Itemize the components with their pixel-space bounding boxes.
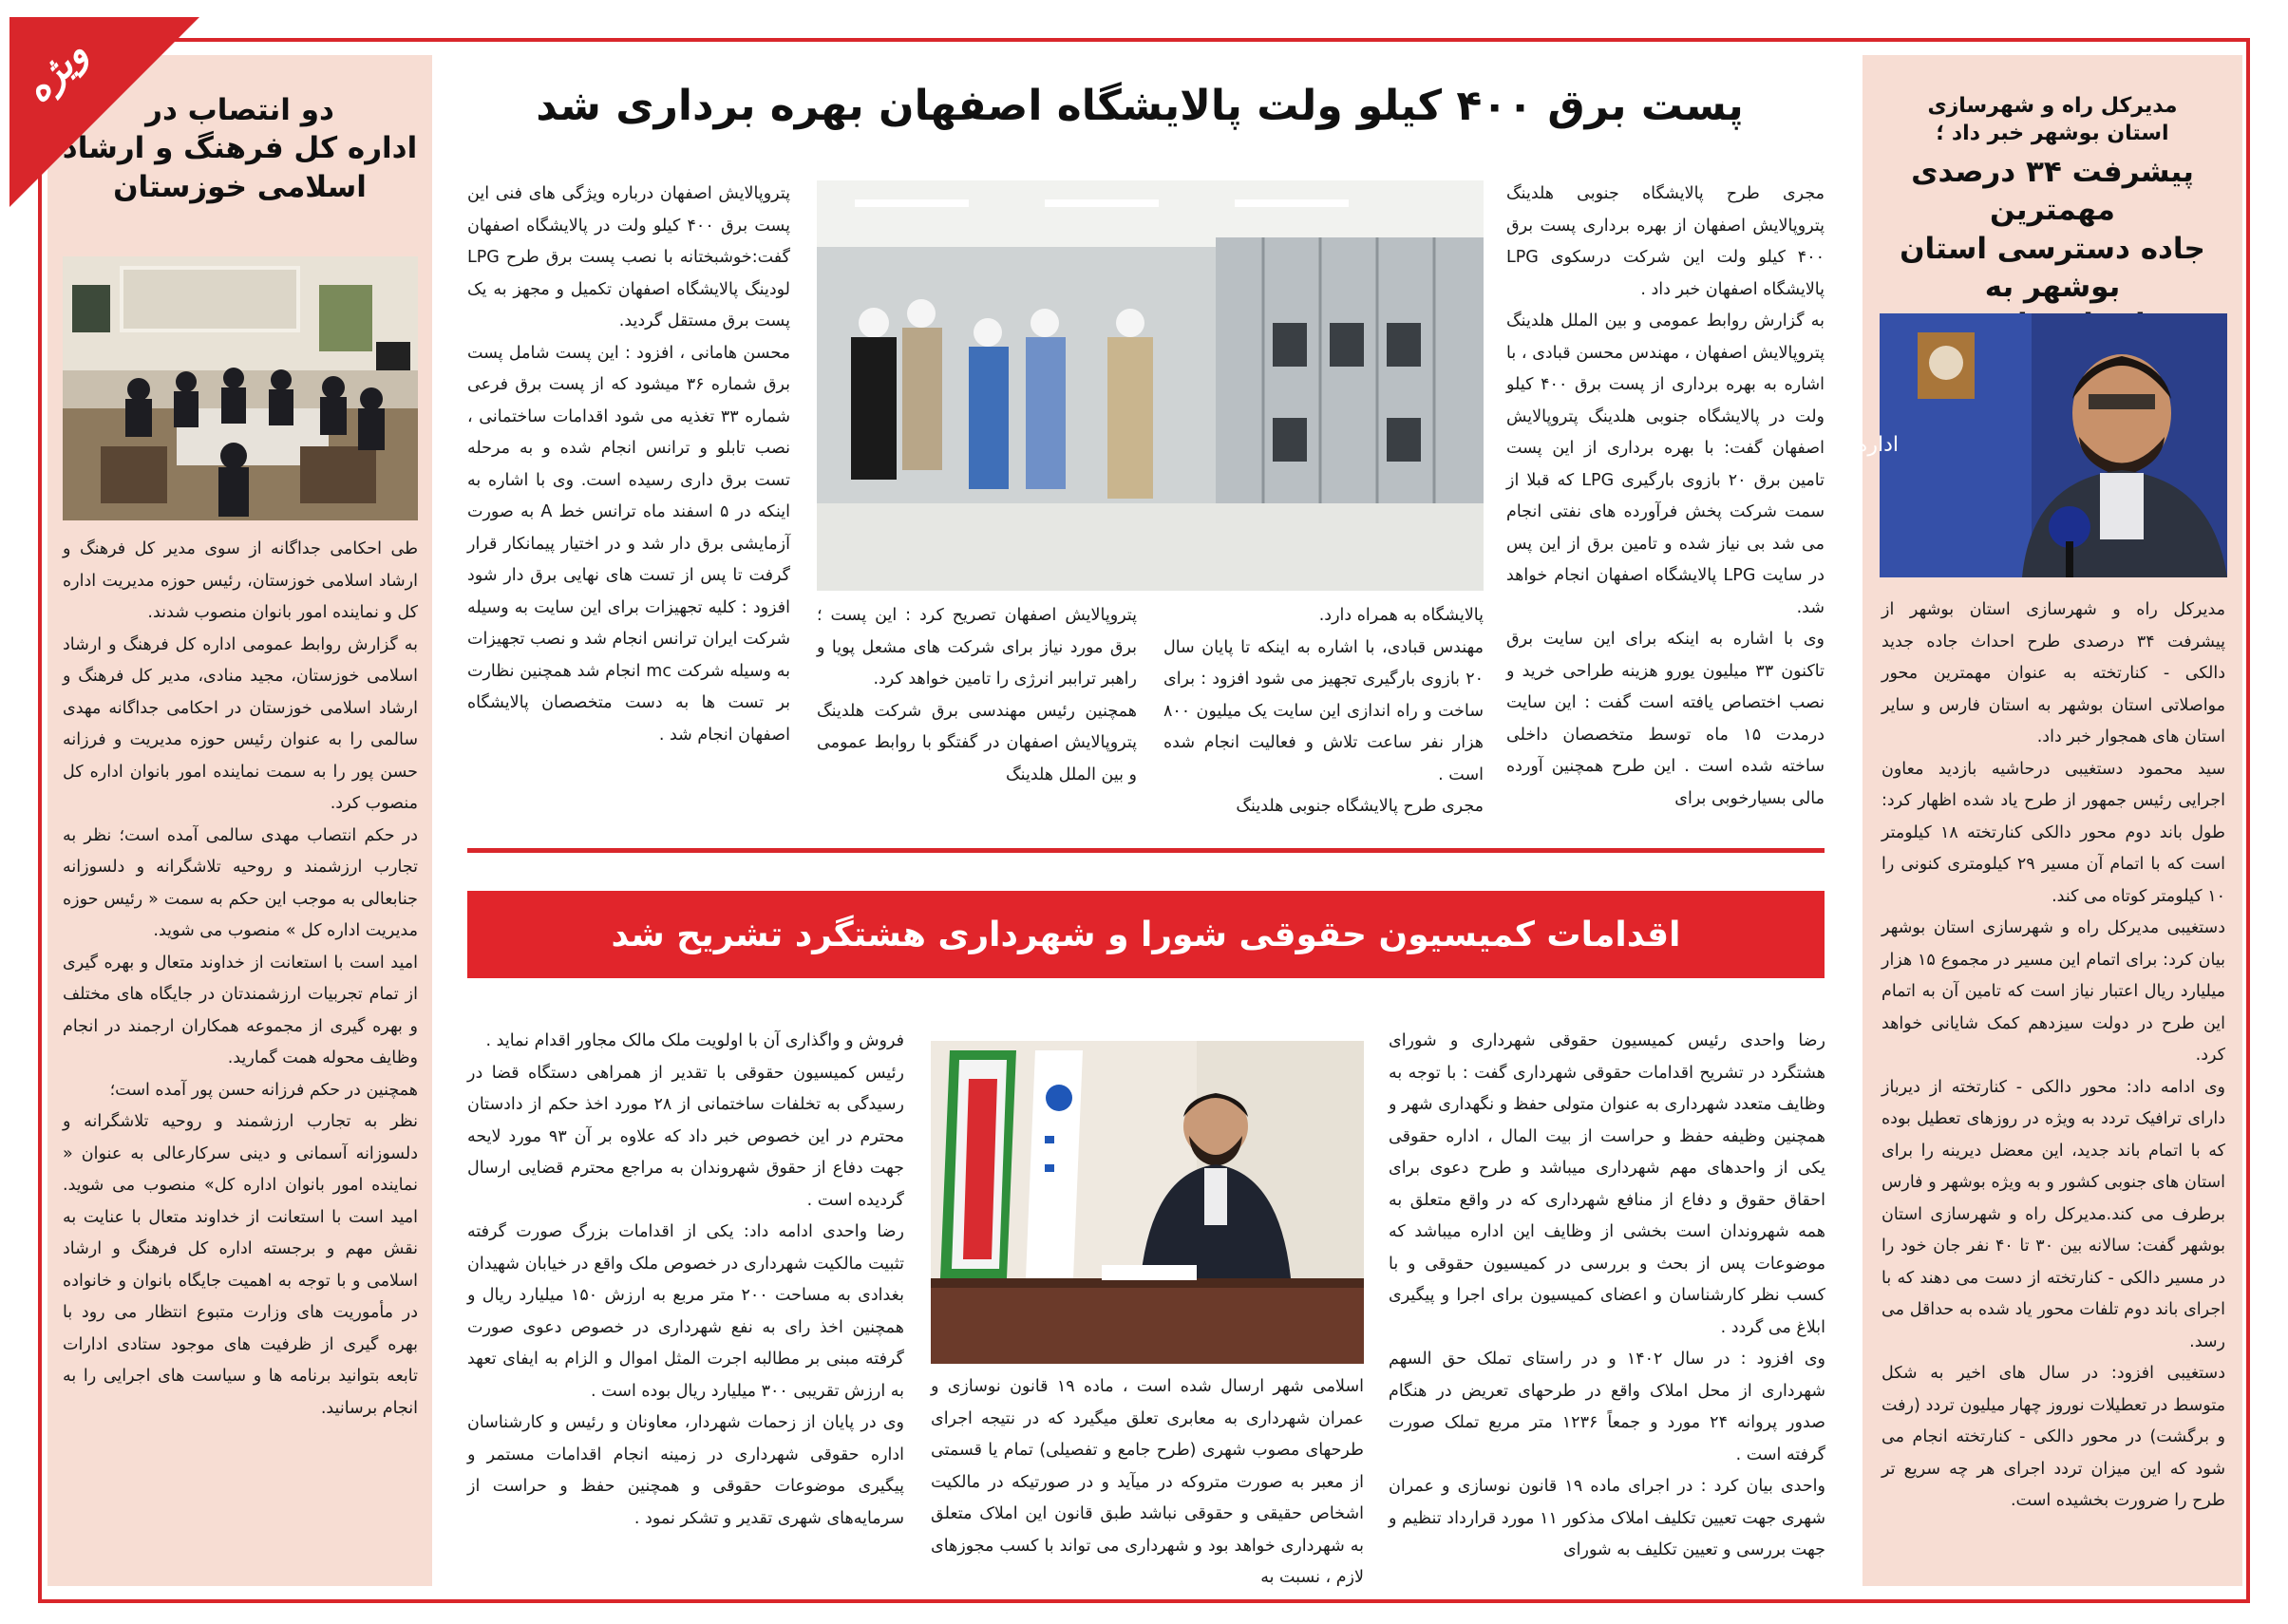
substation-photo <box>817 180 1484 591</box>
story1-col-mid-left: پتروپالایش اصفهان تصریح کرد : این پست ؛ برق مورد نیاز برای شرکت های مشعل پویا و راهبر تراببر انرژی را تامین خواهد کرد. همچنین رئیس مهندسی برق شرکت هلدینگ پتروپالایش اصفهان در گفتگو با روابط عمومی و بین الملل هلدینگ <box>817 606 1137 784</box>
portrait-photo <box>1824 313 2227 577</box>
special-badge-label: ویژه <box>15 30 96 112</box>
story1-col-mid-right: پالایشگاه به همراه دارد. مهندس قبادی، با اشاره به اینکه تا پایان سال ۲۰ بازوی بارگیری تجهیز می شود افزود : برای ساخت و راه اندازی این سایت یک میلیون ۸۰۰ هزار نفر ساعت تلاش و فعالیت انجام شده است . مجری طرح پالایشگاه جنوبی هلدینگ <box>1163 606 1484 816</box>
story2-headline: اقدامات کمیسیون حقوقی شورا و شهرداری هشتگرد تشریح شد <box>611 915 1681 954</box>
left-sidebar-title: دو انتصاب در اداره کل فرهنگ و ارشاد اسلامی خوزستان <box>62 93 418 204</box>
left-sidebar <box>47 55 432 1586</box>
right-sidebar-body: مدیرکل راه و شهرسازی استان بوشهر از پیشرفت ۳۴ درصدی طرح احداث جاده جدید دالکی - کنارتخته به عنوان مهمترین محور مواصلاتی استان بوشهر به استان فارس و سایر استان های همجوار خبر داد. سید محمود دستغیبی درحاشیه بازدید معاون اجرایی رئیس جمهور از طرح یاد شده اظهار کرد: طول باند دوم محور دالکی کنارتخته ۱۸ کیلومتر است که با اتمام آن مسیر ۲۹ کیلومتری کنونی را ۱۰ کیلومتر کوتاه می کند. دستغیبی مدیرکل راه و شهرسازی استان بوشهر بیان کرد: برای اتمام این مسیر در مجموع ۱۵ هزار میلیارد ریال اعتبار نیاز است که تامین آن به اتمام این طرح در دولت سیزدهم کمک شایانی خواهد کرد. وی ادامه داد: محور دالکی - کنارتخته از دیرباز دارای ترافیک تردد به ویژه در روزهای تعطیل بوده که با اتمام باند جدید، این معضل دیرینه را برای استان های جنوبی کشور و به ویژه بوشهر و فارس برطرف می کند.مدیرکل راه و شهرسازی استان بوشهر گفت: سالانه بین ۳۰ تا ۴۰ نفر جان خود را در مسیر دالکی - کنارتخته از دست می دهند که با اجرای باند دوم تلفات محور یاد شده به حداقل می رسد. دستغیبی افزود: در سال های اخیر به شکل متوسط در تعطیلات نوروز چهار میلیون تردد (رفت و برگشت) در محور دالکی - کنارتخته انجام می شود که این میزان تردد اجرای هر چه سریع تر طرح را ضرورت بخشیده است. <box>1881 600 2226 1510</box>
story2-col-mid: اسلامی شهر ارسال شده است ، ماده ۱۹ قانون نوسازی و عمران شهرداری به معابری تعلق میگیرد که در نتیجه اجرای طرحهای مصوب شهری (طرح جامع و تفصیلی) تمام یا قسمتی از معبر به صورت متروکه در میآید و در صورتیکه در مالکیت اشخاص حقیقی و حقوقی نباشد طبق قانون این املاک متعلق به شهرداری خواهد بود و شهرداری می تواند با کسب مجوزهای لازم ، نسبت به <box>931 1377 1364 1587</box>
portrait-caption: اداره کل <box>1824 433 1899 457</box>
office-photo <box>931 1041 1364 1364</box>
story1-headline: پست برق ۴۰۰ کیلو ولت پالایشگاه اصفهان بهره برداری شد <box>536 82 1744 130</box>
right-sidebar <box>1824 55 2242 1586</box>
section-divider <box>467 848 1825 853</box>
story2-headline-banner <box>467 891 1825 978</box>
left-sidebar-body: طی احکامی جداگانه از سوی مدیر کل فرهنگ و ارشاد اسلامی خوزستان، رئیس حوزه مدیریت اداره کل و نماینده امور بانوان منصوب شدند. به گزارش روابط عمومی اداره کل فرهنگ و ارشاد اسلامی خوزستان، مجید منادی، مدیر کل فرهنگ و ارشاد اسلامی خوزستان در احکامی جداگانه مهدی سالمی را به عنوان رئیس حوزه مدیریت و فرزانه حسن پور را به سمت نماینده امور بانوان اداره کل منصوب کرد. در حکم انتصاب مهدی سالمی آمده است؛ نظر به تجارب ارزشمند و روحیه تلاشگرانه و دلسوزانه جنابعالی به موجب این حکم به سمت « رئیس حوزه مدیریت اداره کل » منصوب می شوید. امید است با استعانت از خداوند متعال و بهره گیری از تمام تجربیات ارزشمندتان در جایگاه های مختلف و بهره گیری از مجموعه همکاران ارجمند در انجام وظایف محوله همت گمارید. همچنین در حکم فرزانه حسن پور آمده است؛ نظر به تجارب ارزشمند و روحیه تلاشگرانه و دلسوزانه آسمانی و دینی سرکارعالی به عنوان « نماینده امور بانوان اداره کل» منصوب می شوید. امید است با استعانت از خداوند متعال با عنایت به نقش مهم و برجسته اداره کل فرهنگ و ارشاد اسلامی و با توجه به اهمیت جایگاه بانوان و خانواده در مأموریت های وزارت متبوع انتظار می رود با بهره گیری از ظرفیت های موجود ستادی ادارات تابعه بتوانید برنامه ها و سیاست های اجرایی را به انجام برسانید. <box>63 539 418 1418</box>
special-badge-ribbon <box>9 17 199 207</box>
right-sidebar-kicker: مدیرکل راه و شهرسازی استان بوشهر خبر داد ؛ <box>1927 94 2178 145</box>
right-sidebar-title: پیشرفت ۳۴ درصدی مهمترین جاده دسترسی استان بوشهر به <box>1900 155 2205 305</box>
story1-col-left: پتروپالایش اصفهان درباره ویژگی های فنی این پست برق ۴۰۰ کیلو ولت در پالایشگاه اصفهان گفت:خوشبختانه با نصب پست برق طرح LPG لودینگ پالایشگاه اصفهان تکمیل و مجهز به یک پست برق مستقل گردید. محسن هامانی ، افزود : این پست شامل پست برق شماره ۳۶ میشود که از پست برق فرعی شماره ۳۳ تغذیه می شود اقدامات ساختمانی ، نصب تابلو و ترانس انجام شده و به مرحله تست برق داری رسیده است. وی با اشاره به اینکه در ۵ اسفند ماه ترانس خط A به صورت آزمایشی برق دار شد و در اختیار پیمانکار قرار گرفت تا پس از تست های نهایی برق دار شود افزود : کلیه تجهیزات برای این سایت به وسیله شرکت ایران ترانس انجام شد و نصب تجهیزات به وسیله شرکت mc انجام شد همچنین نظارت بر تست ها به دست متخصصان پالایشگاه اصفهان انجام شد . <box>467 184 790 745</box>
story1-col-right: مجری طرح پالایشگاه جنوبی هلدینگ پتروپالایش اصفهان از بهره برداری پست برق ۴۰۰ کیلو ولت این شرکت درسکوی LPG پالایشگاه اصفهان خبر داد . به گزارش روابط عمومی و بین الملل هلدینگ پتروپالایش اصفهان ، مهندس محسن قبادی ، با اشاره به بهره برداری از پست برق ۴۰۰ کیلو ولت در پالایشگاه جنوبی هلدینگ پتروپالایش اصفهان گفت: با بهره برداری از این پست تامین برق ۲۰ بازوی بارگیری LPG که قبلا از سمت شرکت پخش فرآورده های نفتی انجام می شد بی نیاز شده و تامین برق از این پس در سایت LPG پالایشگاه اصفهان انجام خواهد شد. وی با اشاره به اینکه برای این سایت برق تاکنون ۳۳ میلیون یورو هزینه طراحی خرید و نصب اختصاص یافته است گفت : این سایت درمدت ۱۵ ماه توسط متخصصان داخلی ساخته شده است . این طرح همچنین آورده مالی بسیارخوبی برای <box>1506 184 1825 808</box>
story2-col-right: رضا واحدی رئیس کمیسیون حقوقی شهرداری و شورای هشتگرد در تشریح اقدامات حقوقی شهرداری گفت : با توجه به وظایف متعدد شهرداری به عنوان متولی حفظ و نگهداری شهر و همچنین وظیفه حفظ و حراست از بیت المال ، اداره حقوقی یکی از واحدهای مهم شهرداری میباشد و طرح دعوی برای احقاق حقوق و دفاع از منافع شهرداری که در واقع متعلق به همه شهروندان است بخشی از وظایف این اداره میباشد که موضوعات پس از بحث و بررسی در کمیسیون حقوقی و با کسب نظر کارشناسان و اعضای کمیسیون برای اجرا و پیگیری ابلاغ می گردد . وی افزود : در سال ۱۴۰۲ و در راستای تملک حق السهم شهرداری از محل املاک واقع در طرحهای تعریض در هنگام صدور پروانه ۲۴ مورد و جمعاً ۱۲۳۶ متر مربع تملک صورت گرفته است . واحدی بیان کرد : در اجرای ماده ۱۹ قانون نوسازی و عمران شهری جهت تعیین تکلیف املاک مذکور ۱۱ مورد قرارداد تنظیم و جهت بررسی و تعیین تکلیف به شورای <box>1389 1031 1826 1559</box>
meeting-photo <box>63 256 418 520</box>
story2-col-left: فروش و واگذاری آن با اولویت ملک مالک مجاور اقدام نماید . رئیس کمیسیون حقوقی با تقدیر از همراهی دستگاه قضا در رسیدگی به تخلفات ساختمانی از ۲۸ مورد اخذ حکم از دادستان محترم در این خصوص خبر داد که علاوه بر آن ۹۳ مورد لایحه جهت دفاع از حقوق شهروندان به مراجع محترم قضایی ارسال گردیده است . رضا واحدی ادامه داد: یکی از اقدامات بزرگ صورت گرفته تثبیت مالکیت شهرداری در خصوص ملک واقع در خیابان شهیدان بغدادی به مساحت ۲۰۰ متر مربع به ارزش ۱۵۰ میلیارد ریال و همچنین اخذ رای به نفع شهرداری در خصوص دعوی صورت گرفته مبنی بر مطالبه اجرت المثل اموال و الزام به ایفای تعهد به ارزش تقریبی ۳۰۰ میلیارد ریال بوده است . وی در پایان از زحمات شهردار، معاونان و رئیس و کارشناسان اداره حقوقی شهرداری در زمینه انجام اقدامات مستمر و پیگیری موضوعات حقوقی و همچنین حفظ و حراست از سرمایه‌های شهری تقدیر و تشکر نمود . <box>467 1031 905 1528</box>
